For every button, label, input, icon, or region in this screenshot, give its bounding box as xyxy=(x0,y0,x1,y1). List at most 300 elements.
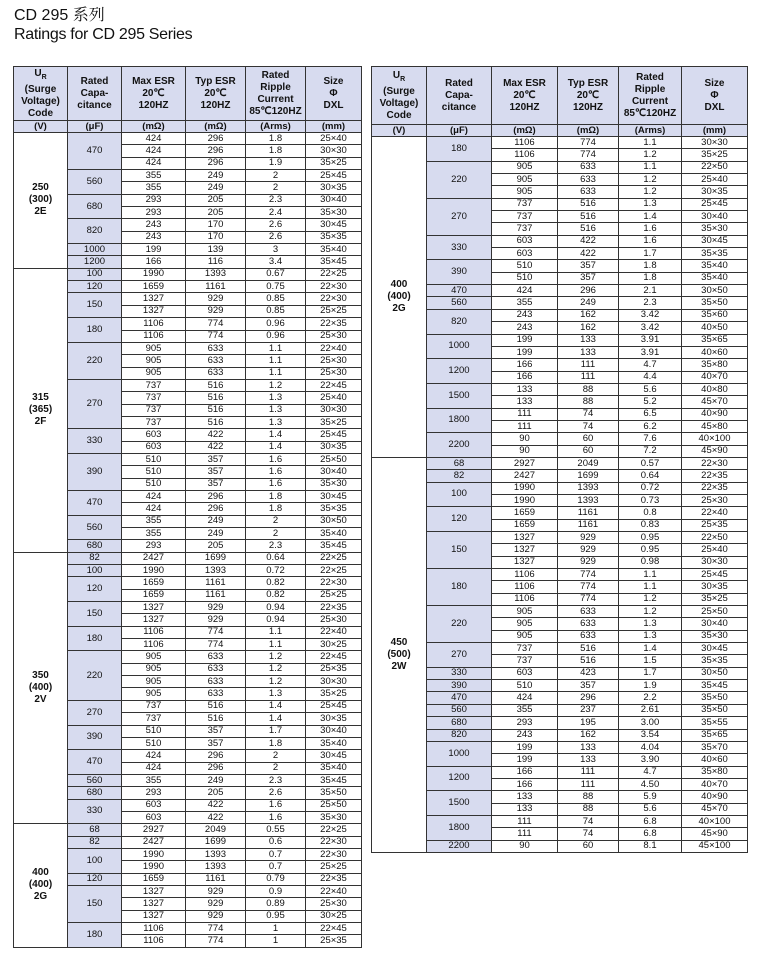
ripple-cell: 1.6 xyxy=(619,235,682,247)
size-cell: 30×30 xyxy=(306,676,362,688)
size-cell: 22×30 xyxy=(682,457,748,469)
table-row xyxy=(372,507,748,519)
size-cell: 35×60 xyxy=(682,309,748,321)
header-row xyxy=(14,67,362,121)
size-cell: 35×35 xyxy=(682,248,748,260)
typ-esr-cell: 357 xyxy=(558,260,619,272)
typ-esr-cell: 249 xyxy=(186,774,246,786)
size-cell: 35×35 xyxy=(306,231,362,243)
col-header-size: Size Φ DXL xyxy=(682,67,748,125)
table-row xyxy=(372,285,748,297)
ripple-cell: 7.6 xyxy=(619,433,682,445)
max-esr-cell: 1990 xyxy=(122,861,186,873)
max-esr-cell: 905 xyxy=(492,630,558,642)
capacitance-cell: 470 xyxy=(68,750,122,775)
size-cell: 30×50 xyxy=(306,515,362,527)
table-row xyxy=(372,569,748,581)
typ-esr-cell: 929 xyxy=(558,532,619,544)
typ-esr-cell: 929 xyxy=(558,556,619,568)
capacitance-cell: 220 xyxy=(427,161,492,198)
unit-cell: (mm) xyxy=(682,125,748,137)
max-esr-cell: 90 xyxy=(492,840,558,852)
max-esr-cell: 111 xyxy=(492,815,558,827)
ripple-cell: 6.5 xyxy=(619,408,682,420)
max-esr-cell: 1990 xyxy=(492,494,558,506)
max-esr-cell: 1659 xyxy=(122,281,186,293)
typ-esr-cell: 1161 xyxy=(558,507,619,519)
ripple-cell: 4.50 xyxy=(619,778,682,790)
typ-esr-cell: 516 xyxy=(186,713,246,725)
size-cell: 35×30 xyxy=(306,207,362,219)
ratings-table-left xyxy=(13,66,362,948)
size-cell: 35×25 xyxy=(306,416,362,428)
table-row xyxy=(372,137,748,149)
ripple-cell: 2 xyxy=(246,515,306,527)
typ-esr-cell: 774 xyxy=(558,593,619,605)
capacitance-cell: 68 xyxy=(68,824,122,836)
max-esr-cell: 1327 xyxy=(122,898,186,910)
typ-esr-cell: 774 xyxy=(186,626,246,638)
typ-esr-cell: 195 xyxy=(558,717,619,729)
capacitance-cell: 470 xyxy=(427,692,492,704)
size-cell: 35×45 xyxy=(306,256,362,268)
ripple-cell: 1.4 xyxy=(619,643,682,655)
col-header-ur: $U_R$ (Surge Voltage) Code xyxy=(14,67,68,121)
capacitance-cell: 2200 xyxy=(427,840,492,852)
max-esr-cell: 737 xyxy=(122,379,186,391)
col-header-ur: $U_R$ (Surge Voltage) Code xyxy=(372,67,427,125)
size-cell: 30×35 xyxy=(682,186,748,198)
max-esr-cell: 1327 xyxy=(122,602,186,614)
typ-esr-cell: 162 xyxy=(558,729,619,741)
capacitance-cell: 330 xyxy=(68,429,122,454)
max-esr-cell: 166 xyxy=(492,778,558,790)
max-esr-cell: 424 xyxy=(492,285,558,297)
max-esr-cell: 510 xyxy=(492,260,558,272)
typ-esr-cell: 516 xyxy=(186,700,246,712)
ripple-cell: 1.6 xyxy=(246,466,306,478)
size-cell: 30×35 xyxy=(306,713,362,725)
size-cell: 45×90 xyxy=(682,445,748,457)
capacitance-cell: 82 xyxy=(68,836,122,848)
voltage-code: 400 (400) 2G xyxy=(14,824,68,947)
capacitance-cell: 150 xyxy=(68,885,122,922)
ripple-cell: 1 xyxy=(246,935,306,947)
size-cell: 40×50 xyxy=(682,322,748,334)
typ-esr-cell: 929 xyxy=(186,602,246,614)
max-esr-cell: 510 xyxy=(492,680,558,692)
max-esr-cell: 199 xyxy=(492,334,558,346)
ripple-cell: 0.98 xyxy=(619,556,682,568)
size-cell: 35×25 xyxy=(682,593,748,605)
typ-esr-cell: 516 xyxy=(558,643,619,655)
max-esr-cell: 424 xyxy=(122,145,186,157)
max-esr-cell: 2427 xyxy=(122,552,186,564)
ripple-cell: 1.3 xyxy=(246,392,306,404)
typ-esr-cell: 516 xyxy=(186,392,246,404)
ripple-cell: 1.8 xyxy=(246,133,306,145)
capacitance-cell: 560 xyxy=(68,774,122,786)
table-row xyxy=(372,297,748,309)
ripple-cell: 1 xyxy=(246,923,306,935)
typ-esr-cell: 422 xyxy=(186,429,246,441)
typ-esr-cell: 88 xyxy=(558,791,619,803)
capacitance-cell: 1200 xyxy=(68,256,122,268)
ripple-cell: 2.61 xyxy=(619,704,682,716)
max-esr-cell: 2927 xyxy=(492,457,558,469)
typ-esr-cell: 296 xyxy=(186,503,246,515)
typ-esr-cell: 633 xyxy=(186,355,246,367)
size-cell: 25×25 xyxy=(306,305,362,317)
max-esr-cell: 603 xyxy=(122,429,186,441)
units-row xyxy=(14,121,362,133)
typ-esr-cell: 422 xyxy=(558,235,619,247)
table-row xyxy=(372,334,748,346)
max-esr-cell: 355 xyxy=(122,528,186,540)
ripple-cell: 1.1 xyxy=(246,639,306,651)
size-cell: 25×50 xyxy=(306,453,362,465)
size-cell: 30×45 xyxy=(306,750,362,762)
size-cell: 22×40 xyxy=(306,342,362,354)
max-esr-cell: 737 xyxy=(122,700,186,712)
table-row xyxy=(372,161,748,173)
size-cell: 30×35 xyxy=(682,581,748,593)
typ-esr-cell: 1393 xyxy=(186,848,246,860)
max-esr-cell: 905 xyxy=(492,606,558,618)
typ-esr-cell: 74 xyxy=(558,815,619,827)
capacitance-cell: 470 xyxy=(68,133,122,170)
max-esr-cell: 243 xyxy=(122,231,186,243)
max-esr-cell: 355 xyxy=(492,297,558,309)
max-esr-cell: 243 xyxy=(492,309,558,321)
max-esr-cell: 1106 xyxy=(492,137,558,149)
typ-esr-cell: 357 xyxy=(186,725,246,737)
typ-esr-cell: 133 xyxy=(558,741,619,753)
size-cell: 22×45 xyxy=(306,651,362,663)
capacitance-cell: 270 xyxy=(427,643,492,668)
max-esr-cell: 510 xyxy=(122,478,186,490)
size-cell: 35×80 xyxy=(682,359,748,371)
ripple-cell: 0.7 xyxy=(246,848,306,860)
ripple-cell: 1.8 xyxy=(619,272,682,284)
max-esr-cell: 905 xyxy=(122,367,186,379)
ripple-cell: 4.04 xyxy=(619,741,682,753)
size-cell: 35×50 xyxy=(682,692,748,704)
ripple-cell: 1.2 xyxy=(246,676,306,688)
typ-esr-cell: 139 xyxy=(186,244,246,256)
capacitance-cell: 470 xyxy=(68,490,122,515)
capacitance-cell: 180 xyxy=(68,923,122,948)
ripple-cell: 0.79 xyxy=(246,873,306,885)
typ-esr-cell: 516 xyxy=(558,223,619,235)
max-esr-cell: 424 xyxy=(122,762,186,774)
max-esr-cell: 166 xyxy=(492,371,558,383)
ripple-cell: 6.2 xyxy=(619,420,682,432)
ripple-cell: 5.9 xyxy=(619,791,682,803)
col-header-max-esr: Max ESR 20℃ 120HZ xyxy=(492,67,558,125)
table-row xyxy=(372,766,748,778)
ripple-cell: 1.1 xyxy=(246,342,306,354)
ripple-cell: 6.8 xyxy=(619,828,682,840)
typ-esr-cell: 1699 xyxy=(186,836,246,848)
max-esr-cell: 1990 xyxy=(492,482,558,494)
capacitance-cell: 820 xyxy=(427,309,492,334)
ripple-cell: 2.4 xyxy=(246,207,306,219)
ripple-cell: 6.8 xyxy=(619,815,682,827)
max-esr-cell: 1659 xyxy=(122,577,186,589)
max-esr-cell: 1327 xyxy=(122,910,186,922)
table-row xyxy=(372,606,748,618)
ripple-cell: 1.7 xyxy=(246,725,306,737)
ripple-cell: 1.6 xyxy=(246,478,306,490)
unit-cell: (Arms) xyxy=(246,121,306,133)
ripple-cell: 1.2 xyxy=(619,606,682,618)
size-cell: 35×40 xyxy=(306,528,362,540)
ripple-cell: 2.3 xyxy=(246,540,306,552)
max-esr-cell: 355 xyxy=(122,774,186,786)
max-esr-cell: 243 xyxy=(122,219,186,231)
table-row xyxy=(14,133,362,145)
typ-esr-cell: 1161 xyxy=(186,281,246,293)
typ-esr-cell: 2049 xyxy=(558,457,619,469)
max-esr-cell: 737 xyxy=(492,223,558,235)
typ-esr-cell: 205 xyxy=(186,207,246,219)
typ-esr-cell: 516 xyxy=(186,404,246,416)
ripple-cell: 4.7 xyxy=(619,766,682,778)
max-esr-cell: 905 xyxy=(492,174,558,186)
ripple-cell: 1.8 xyxy=(246,145,306,157)
ripple-cell: 5.6 xyxy=(619,803,682,815)
capacitance-cell: 180 xyxy=(68,626,122,651)
ripple-cell: 2.6 xyxy=(246,787,306,799)
typ-esr-cell: 2049 xyxy=(186,824,246,836)
max-esr-cell: 1106 xyxy=(492,581,558,593)
size-cell: 22×40 xyxy=(306,885,362,897)
size-cell: 35×40 xyxy=(682,260,748,272)
typ-esr-cell: 205 xyxy=(186,787,246,799)
capacitance-cell: 560 xyxy=(427,704,492,716)
size-cell: 35×55 xyxy=(682,717,748,729)
ripple-cell: 2.2 xyxy=(619,692,682,704)
ripple-cell: 1.3 xyxy=(246,416,306,428)
table-row xyxy=(372,309,748,321)
max-esr-cell: 424 xyxy=(122,750,186,762)
max-esr-cell: 293 xyxy=(492,717,558,729)
ripple-cell: 0.7 xyxy=(246,861,306,873)
voltage-code: 315 (365) 2F xyxy=(14,268,68,552)
capacitance-cell: 100 xyxy=(427,482,492,507)
max-esr-cell: 1990 xyxy=(122,848,186,860)
size-cell: 25×45 xyxy=(682,569,748,581)
col-header-capacitance: Rated Capa- citance xyxy=(68,67,122,121)
capacitance-cell: 270 xyxy=(68,700,122,725)
table-row xyxy=(372,457,748,469)
typ-esr-cell: 357 xyxy=(186,737,246,749)
ripple-cell: 1.2 xyxy=(619,149,682,161)
capacitance-cell: 1500 xyxy=(427,791,492,816)
max-esr-cell: 1327 xyxy=(122,293,186,305)
size-cell: 35×30 xyxy=(306,478,362,490)
size-cell: 30×45 xyxy=(682,235,748,247)
capacitance-cell: 270 xyxy=(427,198,492,235)
ripple-cell: 1.1 xyxy=(619,581,682,593)
typ-esr-cell: 633 xyxy=(558,618,619,630)
capacitance-cell: 390 xyxy=(68,725,122,750)
size-cell: 30×30 xyxy=(306,404,362,416)
size-cell: 25×30 xyxy=(682,494,748,506)
capacitance-cell: 1200 xyxy=(427,766,492,791)
unit-cell: (V) xyxy=(14,121,68,133)
ripple-cell: 1.2 xyxy=(619,186,682,198)
table-row xyxy=(372,643,748,655)
col-header-typ-esr: Typ ESR 20℃ 120HZ xyxy=(558,67,619,125)
typ-esr-cell: 205 xyxy=(186,194,246,206)
capacitance-cell: 1500 xyxy=(427,383,492,408)
ripple-cell: 1.3 xyxy=(619,630,682,642)
capacitance-cell: 180 xyxy=(68,318,122,343)
capacitance-cell: 560 xyxy=(68,170,122,195)
size-cell: 35×30 xyxy=(682,223,748,235)
max-esr-cell: 166 xyxy=(122,256,186,268)
size-cell: 22×35 xyxy=(306,602,362,614)
size-cell: 40×100 xyxy=(682,815,748,827)
typ-esr-cell: 774 xyxy=(558,149,619,161)
col-header-ripple-current: Rated Ripple Current 85℃120HZ xyxy=(619,67,682,125)
typ-esr-cell: 633 xyxy=(558,606,619,618)
typ-esr-cell: 296 xyxy=(186,133,246,145)
max-esr-cell: 1106 xyxy=(492,569,558,581)
page-title: CD 295 系列 xyxy=(14,7,105,24)
ripple-cell: 1.4 xyxy=(246,700,306,712)
typ-esr-cell: 929 xyxy=(186,305,246,317)
max-esr-cell: 111 xyxy=(492,408,558,420)
max-esr-cell: 90 xyxy=(492,433,558,445)
typ-esr-cell: 1161 xyxy=(186,577,246,589)
typ-esr-cell: 296 xyxy=(558,692,619,704)
ripple-cell: 1.1 xyxy=(246,626,306,638)
capacitance-cell: 270 xyxy=(68,379,122,428)
size-cell: 30×30 xyxy=(682,556,748,568)
typ-esr-cell: 296 xyxy=(186,145,246,157)
capacitance-cell: 150 xyxy=(68,602,122,627)
ripple-cell: 1.4 xyxy=(246,429,306,441)
ripple-cell: 5.2 xyxy=(619,396,682,408)
max-esr-cell: 1990 xyxy=(122,565,186,577)
typ-esr-cell: 633 xyxy=(186,651,246,663)
typ-esr-cell: 1699 xyxy=(186,552,246,564)
ripple-cell: 0.73 xyxy=(619,494,682,506)
max-esr-cell: 293 xyxy=(122,540,186,552)
ripple-cell: 1.1 xyxy=(619,161,682,173)
typ-esr-cell: 774 xyxy=(558,569,619,581)
ripple-cell: 1.9 xyxy=(619,680,682,692)
size-cell: 40×70 xyxy=(682,778,748,790)
unit-cell: (Arms) xyxy=(619,125,682,137)
max-esr-cell: 1106 xyxy=(492,593,558,605)
ripple-cell: 0.94 xyxy=(246,602,306,614)
size-cell: 25×45 xyxy=(682,198,748,210)
size-cell: 35×65 xyxy=(682,334,748,346)
capacitance-cell: 330 xyxy=(427,667,492,679)
typ-esr-cell: 774 xyxy=(186,639,246,651)
typ-esr-cell: 296 xyxy=(186,157,246,169)
size-cell: 35×80 xyxy=(682,766,748,778)
size-cell: 35×40 xyxy=(306,737,362,749)
size-cell: 22×25 xyxy=(306,552,362,564)
ratings-table-right xyxy=(371,66,748,853)
typ-esr-cell: 170 xyxy=(186,219,246,231)
size-cell: 25×50 xyxy=(682,606,748,618)
capacitance-cell: 330 xyxy=(68,799,122,824)
size-cell: 22×30 xyxy=(306,281,362,293)
ripple-cell: 0.72 xyxy=(246,565,306,577)
capacitance-cell: 180 xyxy=(427,137,492,162)
size-cell: 30×35 xyxy=(306,182,362,194)
typ-esr-cell: 774 xyxy=(186,923,246,935)
max-esr-cell: 905 xyxy=(492,186,558,198)
max-esr-cell: 133 xyxy=(492,383,558,395)
typ-esr-cell: 237 xyxy=(558,704,619,716)
capacitance-cell: 82 xyxy=(427,470,492,482)
table-row xyxy=(372,717,748,729)
ripple-cell: 3.00 xyxy=(619,717,682,729)
max-esr-cell: 1659 xyxy=(492,507,558,519)
size-cell: 35×30 xyxy=(682,630,748,642)
typ-esr-cell: 929 xyxy=(186,898,246,910)
table-row xyxy=(372,433,748,445)
max-esr-cell: 424 xyxy=(492,692,558,704)
ripple-cell: 1.3 xyxy=(246,688,306,700)
size-cell: 30×35 xyxy=(306,441,362,453)
typ-esr-cell: 162 xyxy=(558,322,619,334)
size-cell: 25×30 xyxy=(306,330,362,342)
capacitance-cell: 390 xyxy=(427,260,492,285)
typ-esr-cell: 1161 xyxy=(186,873,246,885)
typ-esr-cell: 357 xyxy=(558,272,619,284)
max-esr-cell: 1659 xyxy=(122,873,186,885)
typ-esr-cell: 633 xyxy=(186,367,246,379)
max-esr-cell: 603 xyxy=(122,811,186,823)
typ-esr-cell: 929 xyxy=(186,614,246,626)
ripple-cell: 2.3 xyxy=(619,297,682,309)
max-esr-cell: 905 xyxy=(492,618,558,630)
size-cell: 25×30 xyxy=(306,367,362,379)
size-cell: 25×35 xyxy=(682,519,748,531)
capacitance-cell: 560 xyxy=(68,515,122,540)
size-cell: 25×30 xyxy=(306,614,362,626)
capacitance-cell: 390 xyxy=(427,680,492,692)
size-cell: 25×30 xyxy=(306,898,362,910)
size-cell: 25×35 xyxy=(306,935,362,947)
typ-esr-cell: 633 xyxy=(558,174,619,186)
col-header-size: Size Φ DXL xyxy=(306,67,362,121)
ripple-cell: 1.5 xyxy=(619,655,682,667)
ripple-cell: 1.4 xyxy=(246,441,306,453)
ripple-cell: 0.96 xyxy=(246,318,306,330)
size-cell: 30×45 xyxy=(682,643,748,655)
max-esr-cell: 510 xyxy=(122,737,186,749)
size-cell: 35×35 xyxy=(306,503,362,515)
max-esr-cell: 1327 xyxy=(122,305,186,317)
size-cell: 30×45 xyxy=(306,490,362,502)
typ-esr-cell: 1393 xyxy=(558,482,619,494)
capacitance-cell: 100 xyxy=(68,565,122,577)
typ-esr-cell: 774 xyxy=(186,935,246,947)
size-cell: 40×100 xyxy=(682,433,748,445)
size-cell: 30×40 xyxy=(682,618,748,630)
max-esr-cell: 424 xyxy=(122,133,186,145)
size-cell: 35×35 xyxy=(682,655,748,667)
